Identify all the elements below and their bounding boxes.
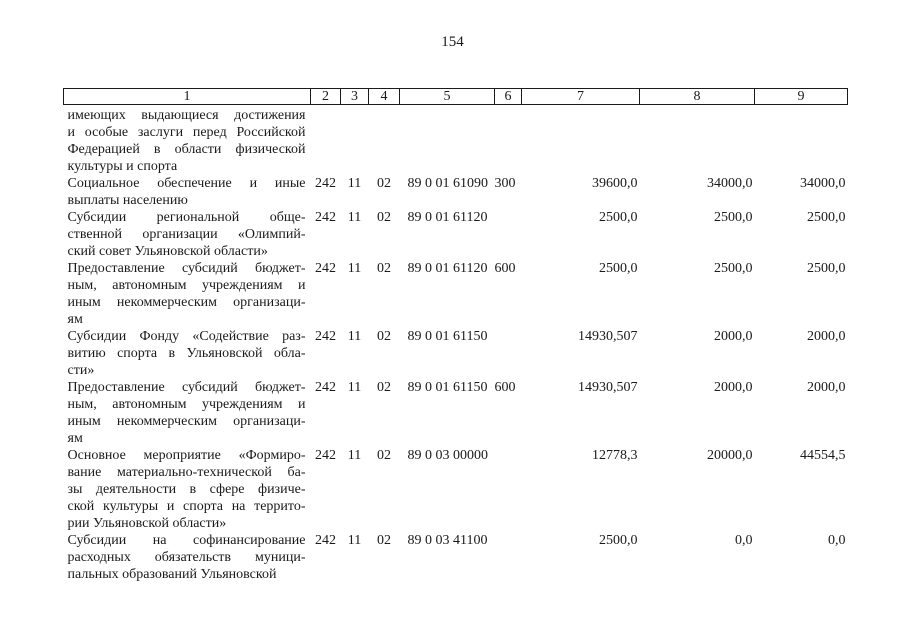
cell-col-7: 2500,0 (599, 261, 638, 276)
table-row (64, 532, 848, 583)
description-line: иным некоммерческим организаци- (67, 414, 306, 429)
description-line: ям (67, 312, 83, 327)
cell-col-5: 89 0 01 61090 (407, 176, 488, 191)
description-line: иным некоммерческим организаци- (67, 295, 306, 310)
description-line: рии Ульяновской области» (67, 516, 227, 531)
row-description (64, 209, 311, 260)
column-header-7: 7 (522, 89, 640, 105)
cell-col-2: 242 (315, 176, 336, 191)
cell-col-9: 34000,0 (800, 176, 846, 191)
description-line: сти» (67, 363, 95, 378)
row-description (64, 175, 311, 209)
cell-col-5: 89 0 01 61150 (407, 380, 488, 395)
cell-col-4 (369, 105, 400, 176)
cell-col-9: 2000,0 (807, 380, 846, 395)
cell-col-2: 242 (315, 448, 336, 463)
table-row (64, 328, 848, 379)
table-row (64, 260, 848, 328)
cell-col-6 (495, 447, 522, 532)
cell-col-2: 242 (315, 380, 336, 395)
page-number: 154 (441, 34, 464, 50)
description-line: расходных обязательств муници- (67, 550, 306, 565)
budget-table-body (64, 105, 848, 584)
description-line: и особые заслуги перед Российской (67, 125, 306, 140)
cell-col-7: 2500,0 (599, 533, 638, 548)
cell-col-7: 14930,507 (578, 380, 638, 395)
cell-col-5: 89 0 03 41100 (407, 533, 488, 548)
description-line: выплаты населению (67, 193, 188, 208)
description-line: пальных образований Ульяновской (67, 567, 277, 582)
cell-col-6: 600 (494, 261, 516, 276)
cell-col-9: 2500,0 (807, 210, 846, 225)
cell-col-4: 02 (377, 176, 391, 191)
description-line: ственной организации «Олимпий- (67, 227, 306, 242)
cell-col-3 (341, 105, 369, 176)
budget-table (63, 88, 848, 583)
cell-col-8: 2500,0 (714, 210, 753, 225)
table-row (64, 379, 848, 447)
cell-col-9 (755, 105, 848, 176)
cell-col-3: 11 (347, 448, 362, 463)
cell-col-4: 02 (377, 261, 391, 276)
description-line: имеющих выдающиеся достижения (67, 108, 306, 123)
cell-col-9: 0,0 (828, 533, 846, 548)
cell-col-9: 2000,0 (807, 329, 846, 344)
column-header-6: 6 (495, 89, 522, 105)
cell-col-8: 0,0 (735, 533, 753, 548)
column-header-4: 4 (369, 89, 400, 105)
description-line: Социальное обеспечение и иные (67, 176, 306, 191)
description-line: ным, автономным учреждениям и (67, 397, 306, 412)
row-description (64, 447, 311, 532)
description-line: Основное мероприятие «Формиро- (67, 448, 306, 463)
description-line: зы деятельности в сфере физиче- (67, 482, 306, 497)
cell-col-6 (495, 328, 522, 379)
description-line: ский совет Ульяновской области» (67, 244, 268, 259)
description-line: ям (67, 431, 83, 446)
cell-col-8: 34000,0 (707, 176, 753, 191)
cell-col-4: 02 (377, 380, 391, 395)
cell-col-4: 02 (377, 448, 391, 463)
description-line: культуры и спорта (67, 159, 178, 174)
row-description (64, 379, 311, 447)
cell-col-5: 89 0 03 00000 (407, 448, 488, 463)
cell-col-3: 11 (347, 380, 362, 395)
table-row (64, 175, 848, 209)
cell-col-2: 242 (315, 329, 336, 344)
description-line: Субсидии на софинансирование (67, 533, 306, 548)
column-header-2: 2 (311, 89, 341, 105)
cell-col-4: 02 (377, 329, 391, 344)
cell-col-4: 02 (377, 533, 391, 548)
column-header-8: 8 (640, 89, 755, 105)
cell-col-9: 44554,5 (800, 448, 846, 463)
cell-col-3: 11 (347, 261, 362, 276)
cell-col-7: 14930,507 (578, 329, 638, 344)
cell-col-6 (495, 209, 522, 260)
cell-col-8: 2000,0 (714, 380, 753, 395)
cell-col-5 (400, 105, 495, 176)
description-line: витию спорта в Ульяновской обла- (67, 346, 306, 361)
row-description (64, 532, 311, 583)
cell-col-7 (522, 105, 640, 176)
cell-col-2: 242 (315, 210, 336, 225)
cell-col-6: 600 (494, 380, 516, 395)
description-line: Субсидии Фонду «Содействие раз- (67, 329, 306, 344)
description-line: вание материально-технической ба- (67, 465, 306, 480)
column-header-5: 5 (400, 89, 495, 105)
cell-col-6: 300 (494, 176, 516, 191)
cell-col-7: 39600,0 (592, 176, 638, 191)
table-row (64, 105, 848, 176)
cell-col-6 (495, 532, 522, 583)
cell-col-7: 12778,3 (592, 448, 638, 463)
cell-col-9: 2500,0 (807, 261, 846, 276)
table-row (64, 209, 848, 260)
cell-col-7: 2500,0 (599, 210, 638, 225)
description-line: Предоставление субсидий бюджет- (67, 380, 306, 395)
cell-col-2 (311, 105, 341, 176)
description-line: ным, автономным учреждениям и (67, 278, 306, 293)
description-line: ской культуры и спорта на террито- (67, 499, 306, 514)
cell-col-3: 11 (347, 176, 362, 191)
row-description (64, 328, 311, 379)
cell-col-5: 89 0 01 61120 (407, 210, 488, 225)
column-header-3: 3 (341, 89, 369, 105)
column-header-1: 1 (64, 89, 311, 105)
description-line: Федерацией в области физической (67, 142, 306, 157)
cell-col-6 (495, 105, 522, 176)
cell-col-3: 11 (347, 210, 362, 225)
cell-col-8: 2500,0 (714, 261, 753, 276)
description-line: Субсидии региональной обще- (67, 210, 306, 225)
cell-col-8 (640, 105, 755, 176)
cell-col-8: 20000,0 (707, 448, 753, 463)
row-description (64, 260, 311, 328)
cell-col-2: 242 (315, 533, 336, 548)
cell-col-3: 11 (347, 329, 362, 344)
column-header-9: 9 (755, 89, 848, 105)
column-header-row (64, 89, 848, 105)
cell-col-3: 11 (347, 533, 362, 548)
table-row (64, 447, 848, 532)
cell-col-2: 242 (315, 261, 336, 276)
cell-col-4: 02 (377, 210, 391, 225)
row-description (64, 105, 311, 176)
cell-col-8: 2000,0 (714, 329, 753, 344)
description-line: Предоставление субсидий бюджет- (67, 261, 306, 276)
cell-col-5: 89 0 01 61150 (407, 329, 488, 344)
cell-col-5: 89 0 01 61120 (407, 261, 488, 276)
